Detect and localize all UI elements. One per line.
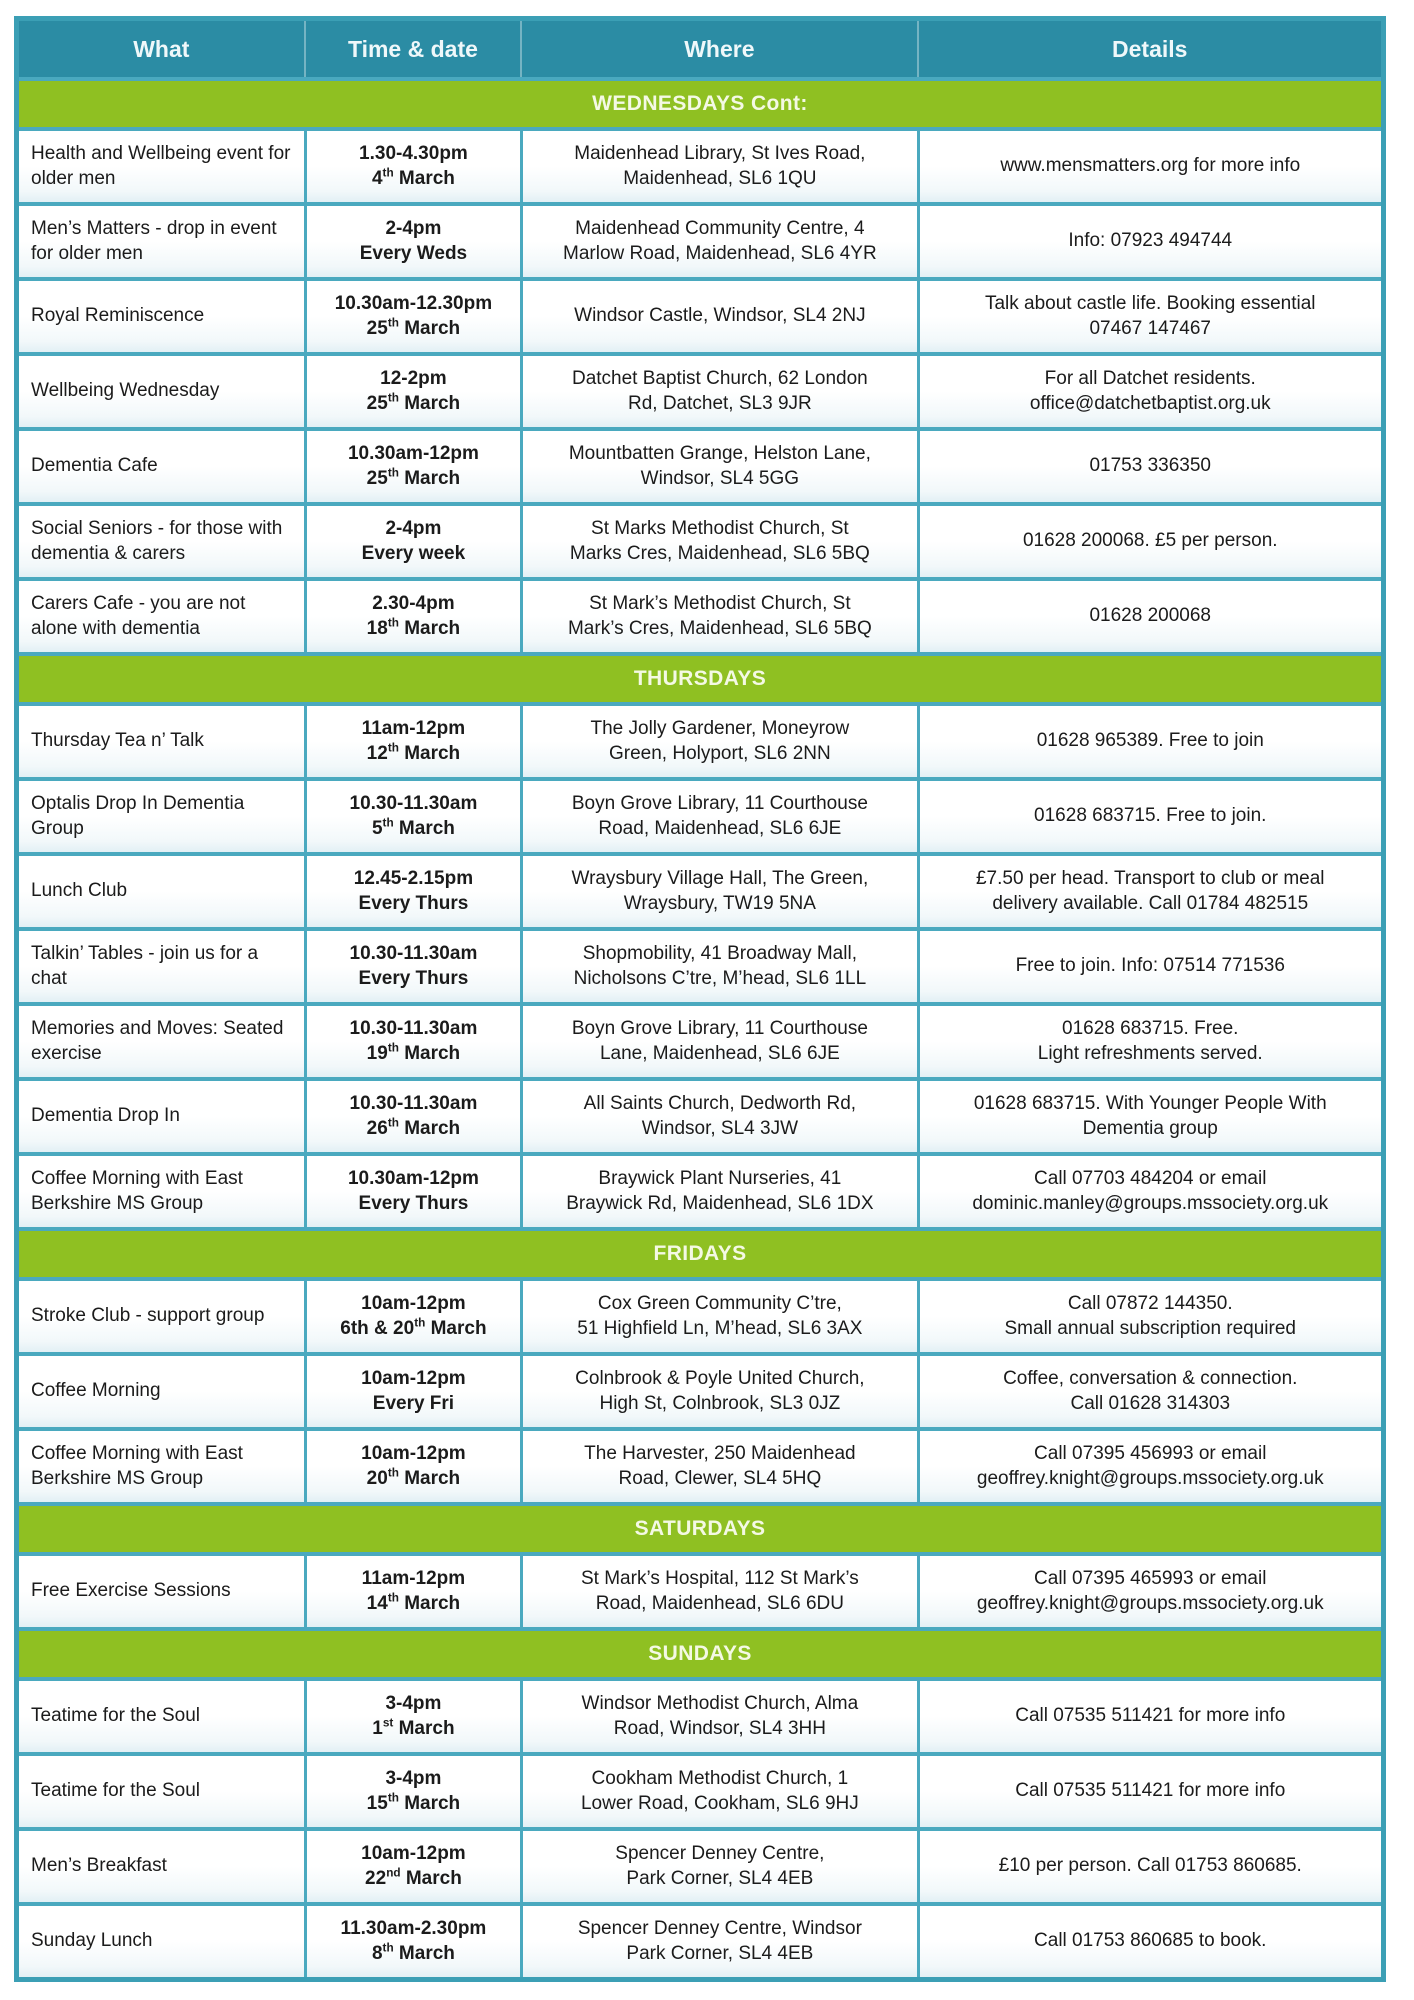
- cell-where: Spencer Denney Centre, Windsor Park Corner, SL4 4EB: [520, 1906, 916, 1977]
- cell-where: Cookham Methodist Church, 1 Lower Road, Cookham, SL6 9HJ: [520, 1756, 916, 1827]
- cell-details: Coffee, conversation & connection. Call 01628 314303: [917, 1356, 1381, 1427]
- cell-what: Dementia Cafe: [19, 431, 304, 502]
- section-label: FRIDAYS: [653, 1242, 747, 1265]
- cell-what: Health and Wellbeing event for older men: [19, 131, 304, 202]
- cell-where: Boyn Grove Library, 11 Courthouse Road, Maidenhead, SL6 6JE: [520, 781, 916, 852]
- cell-time-date: 10am-12pm 6th & 20th March: [304, 1281, 521, 1352]
- header-cell-what: What: [133, 35, 190, 62]
- event-row: [19, 1002, 1381, 1077]
- cell-where: Colnbrook & Poyle United Church, High St, Colnbrook, SL3 0JZ: [520, 1356, 916, 1427]
- event-row: [19, 277, 1381, 352]
- cell-time-date: 10.30-11.30am 5th March: [304, 781, 521, 852]
- cell-details: 01628 200068: [917, 581, 1381, 652]
- cell-what: Sunday Lunch: [19, 1906, 304, 1977]
- cell-where: All Saints Church, Dedworth Rd, Windsor, SL4 3JW: [520, 1081, 916, 1152]
- event-row: [19, 1077, 1381, 1152]
- cell-where: Mountbatten Grange, Helston Lane, Windsor, SL4 5GG: [520, 431, 916, 502]
- cell-where: Spencer Denney Centre, Park Corner, SL4 4EB: [520, 1831, 916, 1902]
- cell-details: Call 07395 456993 or email geoffrey.knight@groups.mssociety.org.uk: [917, 1431, 1381, 1502]
- cell-details: Call 07703 484204 or email dominic.manley@groups.mssociety.org.uk: [917, 1156, 1381, 1227]
- cell-time-date: 10am-12pm 20th March: [304, 1431, 521, 1502]
- cell-details: www.mensmatters.org for more info: [917, 131, 1381, 202]
- header-cell-where: Where: [520, 21, 916, 77]
- cell-details: Call 07535 511421 for more info: [917, 1681, 1381, 1752]
- event-row: [19, 577, 1381, 652]
- cell-where: Windsor Castle, Windsor, SL4 2NJ: [520, 281, 916, 352]
- section-band: [19, 1227, 1381, 1277]
- cell-details: Call 01753 860685 to book.: [917, 1906, 1381, 1977]
- section-label: SATURDAYS: [634, 1517, 766, 1540]
- cell-time-date: 11am-12pm 14th March: [304, 1556, 521, 1627]
- cell-details: 01628 200068. £5 per person.: [917, 506, 1381, 577]
- cell-time-date: 3-4pm 15th March: [304, 1756, 521, 1827]
- cell-what: Teatime for the Soul: [19, 1681, 304, 1752]
- cell-where: Shopmobility, 41 Broadway Mall, Nicholsons C’tre, M’head, SL6 1LL: [520, 931, 916, 1002]
- event-row: [19, 352, 1381, 427]
- event-row: [19, 1902, 1381, 1977]
- cell-details: Free to join. Info: 07514 771536: [917, 931, 1381, 1002]
- cell-time-date: 12-2pm 25th March: [304, 356, 521, 427]
- header-cell-details: Details: [917, 21, 1381, 77]
- event-row: [19, 1752, 1381, 1827]
- events-schedule-table: [14, 16, 1386, 1982]
- cell-time-date: 10.30am-12pm Every Thurs: [304, 1156, 521, 1227]
- event-row: [19, 1677, 1381, 1752]
- cell-where: The Jolly Gardener, Moneyrow Green, Holyport, SL6 2NN: [520, 706, 916, 777]
- cell-where: The Harvester, 250 Maidenhead Road, Clewer, SL4 5HQ: [520, 1431, 916, 1502]
- event-row: [19, 1152, 1381, 1227]
- section-label: WEDNESDAYS Cont:: [592, 92, 808, 115]
- event-row: [19, 852, 1381, 927]
- cell-details: 01628 683715. Free. Light refreshments served.: [917, 1006, 1381, 1077]
- cell-what: Teatime for the Soul: [19, 1756, 304, 1827]
- event-row: [19, 702, 1381, 777]
- cell-time-date: 10am-12pm Every Fri: [304, 1356, 521, 1427]
- cell-details: Talk about castle life. Booking essential 07467 147467: [917, 281, 1381, 352]
- cell-time-date: 11am-12pm 12th March: [304, 706, 521, 777]
- cell-time-date: 10.30-11.30am 19th March: [304, 1006, 521, 1077]
- cell-where: Cox Green Community C’tre, 51 Highfield Ln, M’head, SL6 3AX: [520, 1281, 916, 1352]
- cell-what: Coffee Morning with East Berkshire MS Group: [19, 1156, 304, 1227]
- cell-where: St Mark’s Methodist Church, St Mark’s Cres, Maidenhead, SL6 5BQ: [520, 581, 916, 652]
- cell-where: St Marks Methodist Church, St Marks Cres, Maidenhead, SL6 5BQ: [520, 506, 916, 577]
- event-row: [19, 1827, 1381, 1902]
- cell-time-date: 1.30-4.30pm 4th March: [304, 131, 521, 202]
- cell-time-date: 2-4pm Every week: [304, 506, 521, 577]
- cell-time-date: 12.45-2.15pm Every Thurs: [304, 856, 521, 927]
- event-row: [19, 1427, 1381, 1502]
- cell-details: Info: 07923 494744: [917, 206, 1381, 277]
- cell-details: £10 per person. Call 01753 860685.: [917, 1831, 1381, 1902]
- cell-where: Windsor Methodist Church, Alma Road, Windsor, SL4 3HH: [520, 1681, 916, 1752]
- cell-details: Call 07395 465993 or email geoffrey.knight@groups.mssociety.org.uk: [917, 1556, 1381, 1627]
- cell-details: Call 07872 144350. Small annual subscription required: [917, 1281, 1381, 1352]
- cell-where: Maidenhead Library, St Ives Road, Maidenhead, SL6 1QU: [520, 131, 916, 202]
- cell-time-date: 10.30-11.30am 26th March: [304, 1081, 521, 1152]
- cell-what: Memories and Moves: Seated exercise: [19, 1006, 304, 1077]
- cell-what: Coffee Morning: [19, 1356, 304, 1427]
- section-label: THURSDAYS: [633, 667, 767, 690]
- section-label: SUNDAYS: [648, 1642, 752, 1665]
- cell-where: Datchet Baptist Church, 62 London Rd, Datchet, SL3 9JR: [520, 356, 916, 427]
- event-row: [19, 427, 1381, 502]
- section-band: [19, 1502, 1381, 1552]
- cell-details: 01753 336350: [917, 431, 1381, 502]
- cell-time-date: 11.30am-2.30pm 8th March: [304, 1906, 521, 1977]
- section-band: [19, 1627, 1381, 1677]
- cell-details: 01628 965389. Free to join: [917, 706, 1381, 777]
- cell-what: Coffee Morning with East Berkshire MS Group: [19, 1431, 304, 1502]
- event-row: [19, 502, 1381, 577]
- cell-time-date: 10am-12pm 22nd March: [304, 1831, 521, 1902]
- cell-what: Lunch Club: [19, 856, 304, 927]
- cell-what: Men’s Matters - drop in event for older men: [19, 206, 304, 277]
- cell-what: Talkin’ Tables - join us for a chat: [19, 931, 304, 1002]
- event-row: [19, 1352, 1381, 1427]
- cell-time-date: 10.30am-12pm 25th March: [304, 431, 521, 502]
- table-header-row: [19, 21, 1381, 77]
- cell-what: Dementia Drop In: [19, 1081, 304, 1152]
- cell-where: Boyn Grove Library, 11 Courthouse Lane, Maidenhead, SL6 6JE: [520, 1006, 916, 1077]
- cell-what: Wellbeing Wednesday: [19, 356, 304, 427]
- cell-time-date: 10.30-11.30am Every Thurs: [304, 931, 521, 1002]
- cell-details: 01628 683715. With Younger People With Dementia group: [917, 1081, 1381, 1152]
- cell-what: Stroke Club - support group: [19, 1281, 304, 1352]
- event-row: [19, 1552, 1381, 1627]
- cell-time-date: 2.30-4pm 18th March: [304, 581, 521, 652]
- cell-time-date: 3-4pm 1st March: [304, 1681, 521, 1752]
- cell-time-date: 2-4pm Every Weds: [304, 206, 521, 277]
- event-row: [19, 1277, 1381, 1352]
- cell-what: Royal Reminiscence: [19, 281, 304, 352]
- cell-what: Men’s Breakfast: [19, 1831, 304, 1902]
- cell-details: For all Datchet residents. office@datchetbaptist.org.uk: [917, 356, 1381, 427]
- cell-what: Social Seniors - for those with dementia & carers: [19, 506, 304, 577]
- header-cell-time-date: Time & date: [304, 21, 521, 77]
- event-row: [19, 202, 1381, 277]
- event-row: [19, 927, 1381, 1002]
- cell-details: Call 07535 511421 for more info: [917, 1756, 1381, 1827]
- cell-where: St Mark’s Hospital, 112 St Mark’s Road, Maidenhead, SL6 6DU: [520, 1556, 916, 1627]
- section-band: [19, 77, 1381, 127]
- cell-where: Maidenhead Community Centre, 4 Marlow Road, Maidenhead, SL6 4YR: [520, 206, 916, 277]
- cell-what: Carers Cafe - you are not alone with dementia: [19, 581, 304, 652]
- event-row: [19, 127, 1381, 202]
- cell-where: Braywick Plant Nurseries, 41 Braywick Rd, Maidenhead, SL6 1DX: [520, 1156, 916, 1227]
- cell-time-date: 10.30am-12.30pm 25th March: [304, 281, 521, 352]
- event-row: [19, 777, 1381, 852]
- cell-where: Wraysbury Village Hall, The Green, Wraysbury, TW19 5NA: [520, 856, 916, 927]
- section-band: [19, 652, 1381, 702]
- cell-details: 01628 683715. Free to join.: [917, 781, 1381, 852]
- cell-what: Free Exercise Sessions: [19, 1556, 304, 1627]
- cell-what: Optalis Drop In Dementia Group: [19, 781, 304, 852]
- cell-details: £7.50 per head. Transport to club or meal delivery available. Call 01784 482515: [917, 856, 1381, 927]
- cell-what: Thursday Tea n’ Talk: [19, 706, 304, 777]
